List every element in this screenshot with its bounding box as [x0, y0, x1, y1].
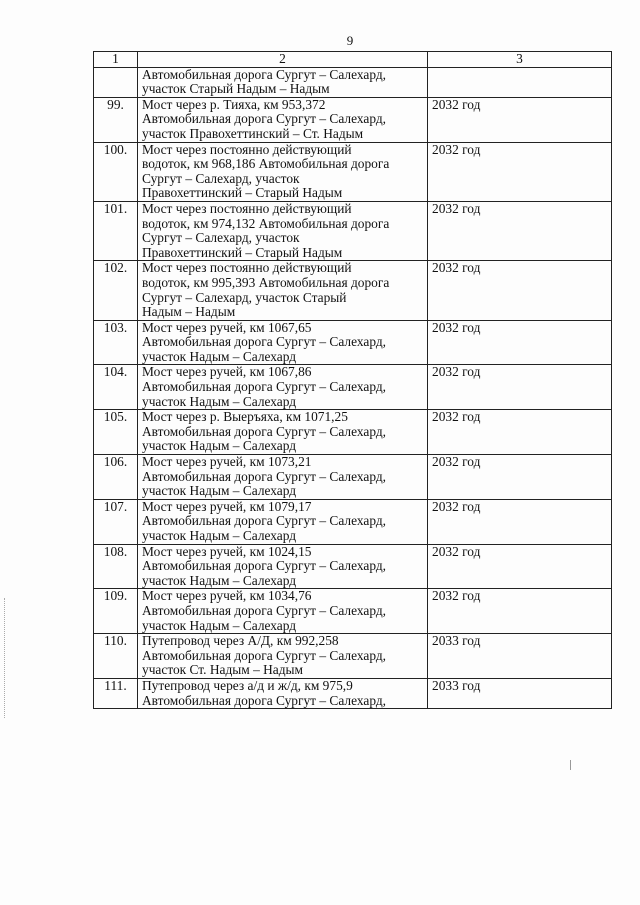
row-number: 102. — [94, 261, 138, 320]
table-row — [94, 97, 612, 142]
description-line: Мост через ручей, км 1079,17 — [142, 498, 312, 514]
description-line: Мост через постоянно действующий — [142, 200, 352, 216]
row-number: 100. — [94, 142, 138, 201]
row-number — [94, 67, 138, 97]
description-line: водоток, км 974,132 Автомобильная дорога — [142, 215, 390, 231]
completion-year: 2032 год — [428, 589, 612, 634]
row-number: 111. — [94, 678, 138, 708]
description-line: Автомобильная дорога Сургут – Салехард, — [142, 423, 387, 439]
facility-description — [138, 455, 428, 500]
description-line: водоток, км 995,393 Автомобильная дорога — [142, 274, 390, 290]
description-line: Автомобильная дорога Сургут – Салехард, — [142, 379, 387, 395]
description-line: Мост через ручей, км 1034,76 — [142, 588, 312, 604]
table-body — [94, 67, 612, 709]
facility-description — [138, 499, 428, 544]
completion-year: 2032 год — [428, 410, 612, 455]
table-row — [94, 499, 612, 544]
description-line: водоток, км 968,186 Автомобильная дорога — [142, 156, 390, 172]
table-row — [94, 678, 612, 708]
description-line: Мост через постоянно действующий — [142, 260, 352, 276]
facility-description — [138, 320, 428, 365]
description-line: участок Надым – Салехард — [142, 528, 297, 543]
description-line: участок Надым – Салехард — [142, 438, 297, 454]
completion-year: 2032 год — [428, 320, 612, 365]
description-line: участок Правохеттинский – Ст. Надым — [142, 125, 364, 141]
completion-year: 2032 год — [428, 261, 612, 320]
completion-year: 2032 год — [428, 201, 612, 260]
row-number: 108. — [94, 544, 138, 589]
table-header — [94, 52, 612, 68]
table-row — [94, 201, 612, 260]
table-row — [94, 142, 612, 201]
table-row — [94, 67, 612, 97]
description-line: Сургут – Салехард, участок — [142, 170, 300, 186]
row-number: 105. — [94, 410, 138, 455]
scan-artifact-left — [4, 598, 6, 718]
description-line: Сургут – Салехард, участок — [142, 230, 300, 246]
row-number: 101. — [94, 201, 138, 260]
facility-description — [138, 201, 428, 260]
description-line: Автомобильная дорога Сургут – Салехард, — [142, 558, 387, 574]
facility-description — [138, 544, 428, 589]
header-col-2: 2 — [138, 52, 428, 68]
row-number: 110. — [94, 634, 138, 679]
facility-description — [138, 410, 428, 455]
description-line: Мост через ручей, км 1067,65 — [142, 319, 312, 335]
table-row — [94, 410, 612, 455]
description-line: Правохеттинский – Старый Надым — [142, 244, 343, 260]
table-row — [94, 261, 612, 320]
completion-year: 2033 год — [428, 634, 612, 679]
completion-year: 2033 год — [428, 678, 612, 708]
header-col-1: 1 — [94, 52, 138, 68]
row-number: 107. — [94, 499, 138, 544]
row-number: 104. — [94, 365, 138, 410]
description-line: участок Надым – Салехард — [142, 617, 297, 633]
description-line: Автомобильная дорога Сургут – Салехард, — [142, 513, 387, 529]
description-line: Надым – Надым — [142, 304, 236, 320]
facility-description — [138, 261, 428, 320]
description-line: Автомобильная дорога Сургут – Салехард, — [142, 66, 387, 82]
facility-description — [138, 678, 428, 708]
description-line: Правохеттинский – Старый Надым — [142, 185, 343, 201]
description-line: Путепровод через А/Д, км 992,258 — [142, 633, 339, 649]
facility-description — [138, 634, 428, 679]
row-number: 106. — [94, 455, 138, 500]
facilities-table — [93, 51, 612, 709]
completion-year: 2032 год — [428, 499, 612, 544]
description-line: Мост через р. Выеръяха, км 1071,25 — [142, 409, 348, 425]
facility-description — [138, 365, 428, 410]
table-row — [94, 455, 612, 500]
description-line: Мост через постоянно действующий — [142, 141, 352, 157]
header-row — [94, 52, 612, 68]
completion-year: 2032 год — [428, 455, 612, 500]
description-line: участок Надым – Салехард — [142, 348, 297, 364]
description-line: Автомобильная дорога Сургут – Салехард, — [142, 602, 387, 618]
description-line: участок Надым – Салехард — [142, 572, 297, 588]
completion-year: 2032 год — [428, 142, 612, 201]
description-line: участок Надым – Салехард — [142, 393, 297, 409]
page-number: 9 — [346, 33, 354, 48]
description-line: Автомобильная дорога Сургут – Салехард, — [142, 468, 387, 484]
table-row — [94, 320, 612, 365]
description-line: Мост через р. Тияха, км 953,372 — [142, 96, 326, 112]
description-line: Мост через ручей, км 1073,21 — [142, 454, 312, 470]
description-line: Автомобильная дорога Сургут – Салехард, — [142, 647, 387, 663]
table-row — [94, 365, 612, 410]
completion-year: 2032 год — [428, 365, 612, 410]
completion-year — [428, 67, 612, 97]
description-line: Мост через ручей, км 1067,86 — [142, 364, 312, 380]
description-line: Автомобильная дорога Сургут – Салехард, — [142, 334, 387, 350]
scan-artifact-right — [570, 760, 571, 770]
table-row — [94, 589, 612, 634]
table-row — [94, 544, 612, 589]
completion-year: 2032 год — [428, 97, 612, 142]
facility-description — [138, 67, 428, 97]
description-line: Сургут – Салехард, участок Старый — [142, 289, 347, 305]
header-col-3: 3 — [428, 52, 612, 68]
description-line: Автомобильная дорога Сургут – Салехард, — [142, 111, 387, 127]
row-number: 103. — [94, 320, 138, 365]
description-line: Автомобильная дорога Сургут – Салехард, — [142, 692, 387, 708]
description-line: Мост через ручей, км 1024,15 — [142, 543, 312, 559]
facility-description — [138, 589, 428, 634]
description-line: участок Старый Надым – Надым — [142, 81, 330, 97]
completion-year: 2032 год — [428, 544, 612, 589]
description-line: участок Ст. Надым – Надым — [142, 662, 304, 678]
facility-description — [138, 97, 428, 142]
row-number: 99. — [94, 97, 138, 142]
table-row — [94, 634, 612, 679]
facility-description — [138, 142, 428, 201]
description-line: Путепровод через а/д и ж/д, км 975,9 — [142, 677, 353, 693]
row-number: 109. — [94, 589, 138, 634]
description-line: участок Надым – Салехард — [142, 483, 297, 499]
